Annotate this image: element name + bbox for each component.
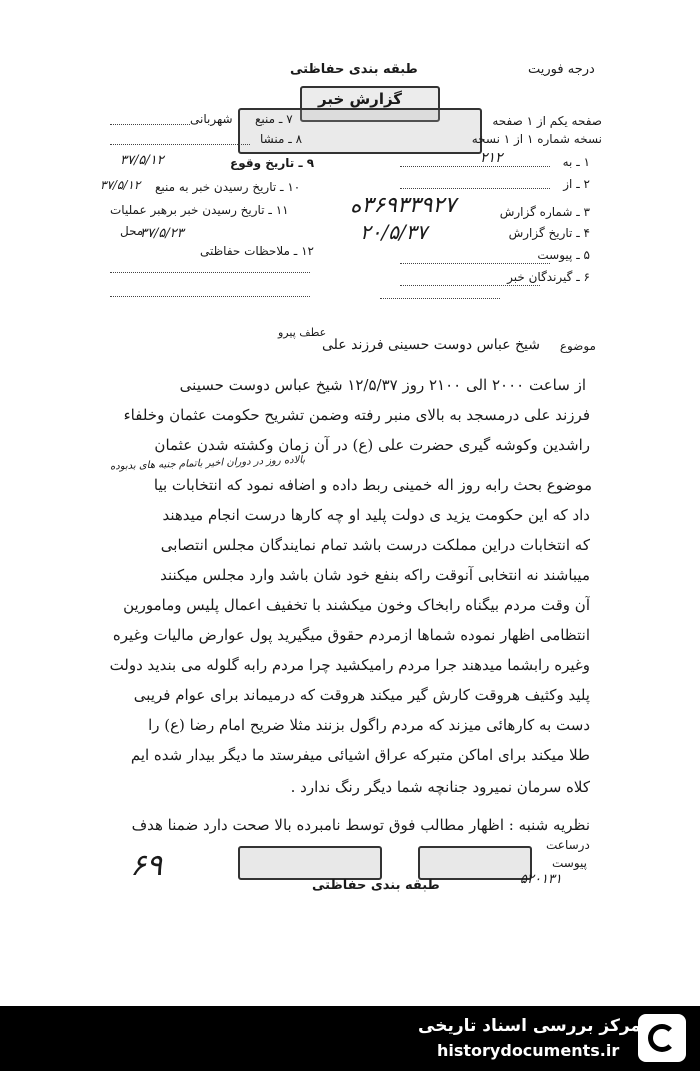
field-10-value: ۳۷/۵/۱۲ bbox=[100, 178, 141, 192]
body-line: پلید وکثیف هروقت کارش گیر میکند هروقت که درمیماند برای عوام فریبی bbox=[133, 686, 590, 704]
received-label: درساعت bbox=[546, 838, 590, 852]
archive-logo-icon bbox=[638, 1014, 686, 1062]
body-line: وغیره رابشما میدهند جرا مردم رامیکشید چرا مردم رابه گلوله می بندید دولت bbox=[109, 656, 590, 674]
subject-text: شیخ عباس دوست حسینی فرزند علی bbox=[322, 337, 540, 353]
field-7-label: ۷ ـ منبع bbox=[255, 112, 293, 126]
field-11-sub: محل bbox=[120, 224, 144, 238]
bottom-stamp-right bbox=[418, 846, 532, 880]
opinion-line: نظریه شنبه : اظهار مطالب فوق توسط نامبرده بالا صحت دارد ضمنا هدف bbox=[131, 816, 590, 834]
field-7-value: شهربانی bbox=[190, 112, 233, 126]
field-8-label: ۸ ـ منشا bbox=[260, 132, 303, 146]
body-line: از ساعت ۲۰۰۰ الی ۲۱۰۰ روز ۱۲/۵/۳۷ شیخ عباس دوست حسینی bbox=[179, 376, 586, 394]
field-12-label: ۱۲ ـ ملاحظات حفاظتی bbox=[200, 244, 314, 258]
field-11-label: ۱۱ ـ تاریخ رسیدن خبر برهبر عملیات bbox=[110, 203, 289, 217]
body-line: آن وقت مردم بیگناه رابخاک وخون میکشند با تخفیف اعمال پلیس ومامورین bbox=[123, 596, 590, 614]
field-6-label: ۶ ـ گیرندگان خبر bbox=[507, 270, 590, 284]
field-10-label: ۱۰ ـ تاریخ رسیدن خبر به منبع bbox=[155, 180, 301, 194]
urgency-label: درجه فوریت bbox=[528, 62, 595, 77]
field-11-value: ۳۷/۵/۲۳ bbox=[140, 226, 184, 241]
margin-note: بالاده روز در دوران اخیر باتمام جنبه های بدبوده bbox=[109, 454, 306, 473]
field-2-label: ۲ ـ از bbox=[563, 177, 590, 191]
classification-header: طبقه بندی حفاظتی bbox=[290, 62, 418, 77]
copy-number: نسخه شماره ۱ از ۱ نسخه bbox=[471, 132, 602, 146]
bottom-stamp-left bbox=[238, 846, 382, 880]
field-3-value: ۳۶۹۳۳۹۲۷ه bbox=[350, 193, 457, 218]
number-value: ۵۲۰۱۳۱ bbox=[520, 872, 562, 887]
field-3-label: ۳ ـ شماره گزارش bbox=[499, 205, 590, 219]
body-line: داد که این حکومت یزید ی دولت پلید او چه کارها درست انجام میدهند bbox=[162, 506, 590, 524]
handwritten-mark: ۶۹ bbox=[130, 848, 163, 883]
field-4-label: ۴ ـ تاریخ گزارش bbox=[508, 226, 590, 240]
classification-footer: طبقه بندی حفاظتی bbox=[312, 878, 440, 893]
field-1-value: ۲۱۲ bbox=[480, 150, 503, 166]
body-line: دست به کارهائی میزند که مردم راگول بزنند مثلا ضریح امام رضا (ع) را bbox=[148, 716, 590, 734]
field-1-label: ۱ ـ به bbox=[562, 155, 590, 169]
body-line: راشدین وکوشه گیری حضرت علی (ع) در آن زمان وکشته شدن عثمان bbox=[154, 436, 590, 454]
body-line: انتظامی اظهار نموده شماها ازمردم حقوق میگیرید پول عوارض مالیات وغیره bbox=[112, 626, 590, 644]
page-count: صفحه یکم از ۱ صفحه bbox=[492, 114, 602, 128]
field-4-value: ۲۰/۵/۳۷ bbox=[360, 220, 428, 244]
body-line: فرزند علی درمسجد به بالای منبر رفته وضمن تشریح حکومت عثمان وخلفاء bbox=[123, 406, 590, 424]
watermark-fa: مرکز بررسی اسناد تاریخی bbox=[418, 1016, 641, 1036]
attachment-label: پیوست bbox=[552, 856, 587, 870]
subject-label: موضوع bbox=[559, 339, 596, 353]
body-line: که انتخابات دراین مملکت درست باشد تمام نمایندگان مجلس انتصابی bbox=[160, 536, 590, 554]
report-title: گزارش خبر bbox=[318, 90, 403, 108]
body-line: میباشند نه انتخابی آنوقت راکه بنفع خود شان باشد وارد مجلس میکنند bbox=[160, 566, 590, 584]
watermark-en: historydocuments.ir bbox=[437, 1041, 620, 1060]
subject-annotation: عطف پیرو bbox=[278, 326, 327, 339]
field-9-label: ۹ ـ تاریخ وقوع bbox=[230, 156, 315, 170]
body-line: طلا میکند برای اماکن متبرکه عراق اشیائی میفرستد ما دیگر بیدار شده ایم bbox=[130, 746, 590, 764]
body-line: موضوع بحث رابه روز اله خمینی ربط داده و اضافه نمود که انتخابات بیا bbox=[153, 476, 592, 494]
field-9-value: ۳۷/۵/۱۲ bbox=[120, 153, 164, 168]
field-5-label: ۵ ـ پیوست bbox=[537, 248, 590, 262]
body-line: کلاه سرمان نمیرود جنانچه شما دیگر رنگ ندارد . bbox=[290, 778, 590, 796]
